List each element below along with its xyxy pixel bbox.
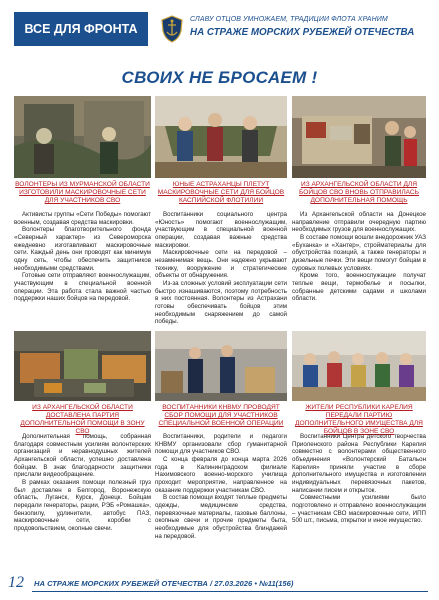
article-5-caption[interactable]: ВОСПИТАННИКИ КНВМУ ПРОВОДЯТ СБОР ПОМОЩИ ДЛЯ УЧАСТНИКОВ СПЕЦИАЛЬНОЙ ВОЕННОЙ ОПЕРАЦИИ [158, 404, 284, 427]
photo-camouflage-nets [14, 96, 151, 178]
article-1-paragraph: Волонтеры благотворительного фонда «Северный характер» из Североморска ежедневно изготавливают маскировочные сети. Каждый день они проводят как минимум одну сеть, чтобы обеспечить защитников необходимыми средствами. [14, 226, 151, 272]
article-5-paragraph: Воспитанники, родители и педагоги КНВМУ организовали сбор гуманитарной помощи для участников СВО. [155, 433, 287, 456]
photo-supplies-boxes [14, 331, 151, 401]
article-2-caption[interactable]: ЮНЫЕ АСТРАХАНЦЫ ПЛЕТУТ МАСКИРОВОЧНЫЕ СЕТИ ДЛЯ БОЙЦОВ КАСПИЙСКОЙ ФЛОТИЛИИ [157, 181, 285, 204]
article-6-paragraph: Совместными усилиями было подготовлено и отправлено военнослужащим – участникам СВО маскировочные сети, ИПП 500 шт., письма, открытки и иное имущество. [292, 494, 426, 525]
photo-youth-nets [155, 96, 287, 178]
article-1-caption[interactable]: ВОЛОНТЕРЫ ИЗ МУРМАНСКОЙ ОБЛАСТИ ИЗГОТОВИЛИ МАСКИРОВОЧНЫЕ СЕТИ ДЛЯ УЧАСТНИКОВ СВО [15, 181, 150, 204]
footer-divider [32, 591, 428, 592]
article-2-paragraph: Маскировочные сети на передовой – незаменимая вещь. Они надежно укрывают технику, вооружение и стратегические объекты от обнаружения. [155, 249, 287, 280]
article-5-paragraph: В состав помощи входят теплые предметы одежды, медицинские средства, перевязочные материалы, газовые баллоны, окопные свечи и прочие предметы быта, необходимые для обустройства блиндажей на передовой. [155, 494, 287, 540]
footer-issue-info: НА СТРАЖЕ МОРСКИХ РУБЕЖЕЙ ОТЕЧЕСТВА / 27.03.2026 • №11(156) [34, 579, 294, 588]
article-5-paragraph: С конца февраля до конца марта 2026 года в Калининградском филиале Нахимовского военно-морского училища проходит мероприятие, направленное на оказание поддержки участникам СВО. [155, 455, 287, 494]
article-2-paragraph: Из-за сложных условий эксплуатации сети быстро изнашиваются, поэтому потребность в них постоянная. Волонтеры из Астрахани готовы обеспечивать бойцов этим необходимым снаряжением до самой победы. [155, 279, 287, 326]
header-newspaper-title: НА СТРАЖЕ МОРСКИХ РУБЕЖЕЙ ОТЕЧЕСТВА [190, 27, 415, 38]
article-4-caption[interactable]: ИЗ АРХАНГЕЛЬСКОЙ ОБЛАСТИ ДОСТАВЛЕНА ПАРТИЯ ДОПОЛНИТЕЛЬНОЙ ПОМОЩИ В ЗОНУ СВО [20, 404, 145, 435]
section-tab: ВСЕ ДЛЯ ФРОНТА [14, 12, 148, 46]
page-number: 12 [8, 574, 24, 591]
article-3-paragraph: Кроме того, военнослужащие получат теплые вещи, термобелье и посылки, собранные детскими садами и школами области. [292, 272, 426, 303]
article-5-body [155, 433, 287, 540]
article-2-body [155, 211, 287, 326]
article-4-paragraph: В рамках оказания помощи полезный груз был доставлен в Белгород, Воронежскую область, Луганск, Курск, Донецк. Бойцам передали генераторы, рации, РЭБ «Ромашка», бензопилу, удлинители, автобус ПАЗ, маскировочные сети, коробки с продовольствием, окопные свечи. [14, 478, 151, 532]
article-4-paragraph: Дополнительная помощь, собранная благодаря совместным усилиям волонтерских организаций и неравнодушных жителей Архангельской области, успешно доставлена бойцам. В знак благодарности защитники прислали видеообращение. [14, 433, 151, 479]
article-1-paragraph: Готовые сети отправляют военнослужащим, участвующим в специальной военной операции. Эта работа стала важной частью поддержки наших бойцов на передовой. [14, 272, 151, 303]
article-3-body [292, 211, 426, 303]
article-4-body [14, 433, 151, 533]
photo-cadets-collection [155, 331, 287, 401]
photo-karelia-volunteers [292, 331, 426, 401]
article-1-paragraph: Активисты группы «Сети Победы» помогают военным, создавая средства маскировки. [14, 211, 151, 226]
navy-emblem-icon [160, 15, 184, 43]
article-6-caption[interactable]: ЖИТЕЛИ РЕСПУБЛИКИ КАРЕЛИЯ ПЕРЕДАЛИ ПАРТИЮ ДОПОЛНИТЕЛЬНОГО ИМУЩЕСТВА ДЛЯ БОЙЦОВ В ЗОНЕ СВО [295, 404, 423, 435]
page-headline: СВОИХ НЕ БРОСАЕМ ! [121, 68, 318, 87]
article-6-paragraph: Воспитанники Центра детского творчества Приоленского района Республики Карелия совместно с волонтерами общественного объединения «Волонтерский Батальон Карелия» приняли участие в сборе дополнительного имущества и изготовлении индивидуальных перевязочных пакетов, написании писем и открыток. [292, 433, 426, 494]
header-slogan: СЛАВУ ОТЦОВ УМНОЖАЕМ, ТРАДИЦИИ ФЛОТА ХРАНИМ [190, 16, 388, 23]
article-1-body [14, 211, 151, 303]
article-6-body [292, 433, 426, 525]
photo-cargo-truck [292, 96, 426, 178]
article-2-paragraph: Воспитанники социального центра «Юность» помогают военнослужащим, участвующим в специальной военной операции, создавая важные средства маскировки. [155, 211, 287, 249]
article-3-caption[interactable]: ИЗ АРХАНГЕЛЬСКОЙ ОБЛАСТИ ДЛЯ БОЙЦОВ СВО ВНОВЬ ОТПРАВИЛАСЬ ДОПОЛНИТЕЛЬНАЯ ПОМОЩЬ [298, 181, 420, 204]
article-3-paragraph: Из Архангельской области на Донецкое направление отправили очередную партию необходимых грузов для военнослужащих. [292, 211, 426, 234]
article-3-paragraph: В составе помощи вошли внедорожник УАЗ «Буханка» и «Хантер», стройматериалы для обустройства позиций, а также генераторы и дизельные печки. Эти вещи помогут бойцам в суровых полевых условиях. [292, 233, 426, 272]
